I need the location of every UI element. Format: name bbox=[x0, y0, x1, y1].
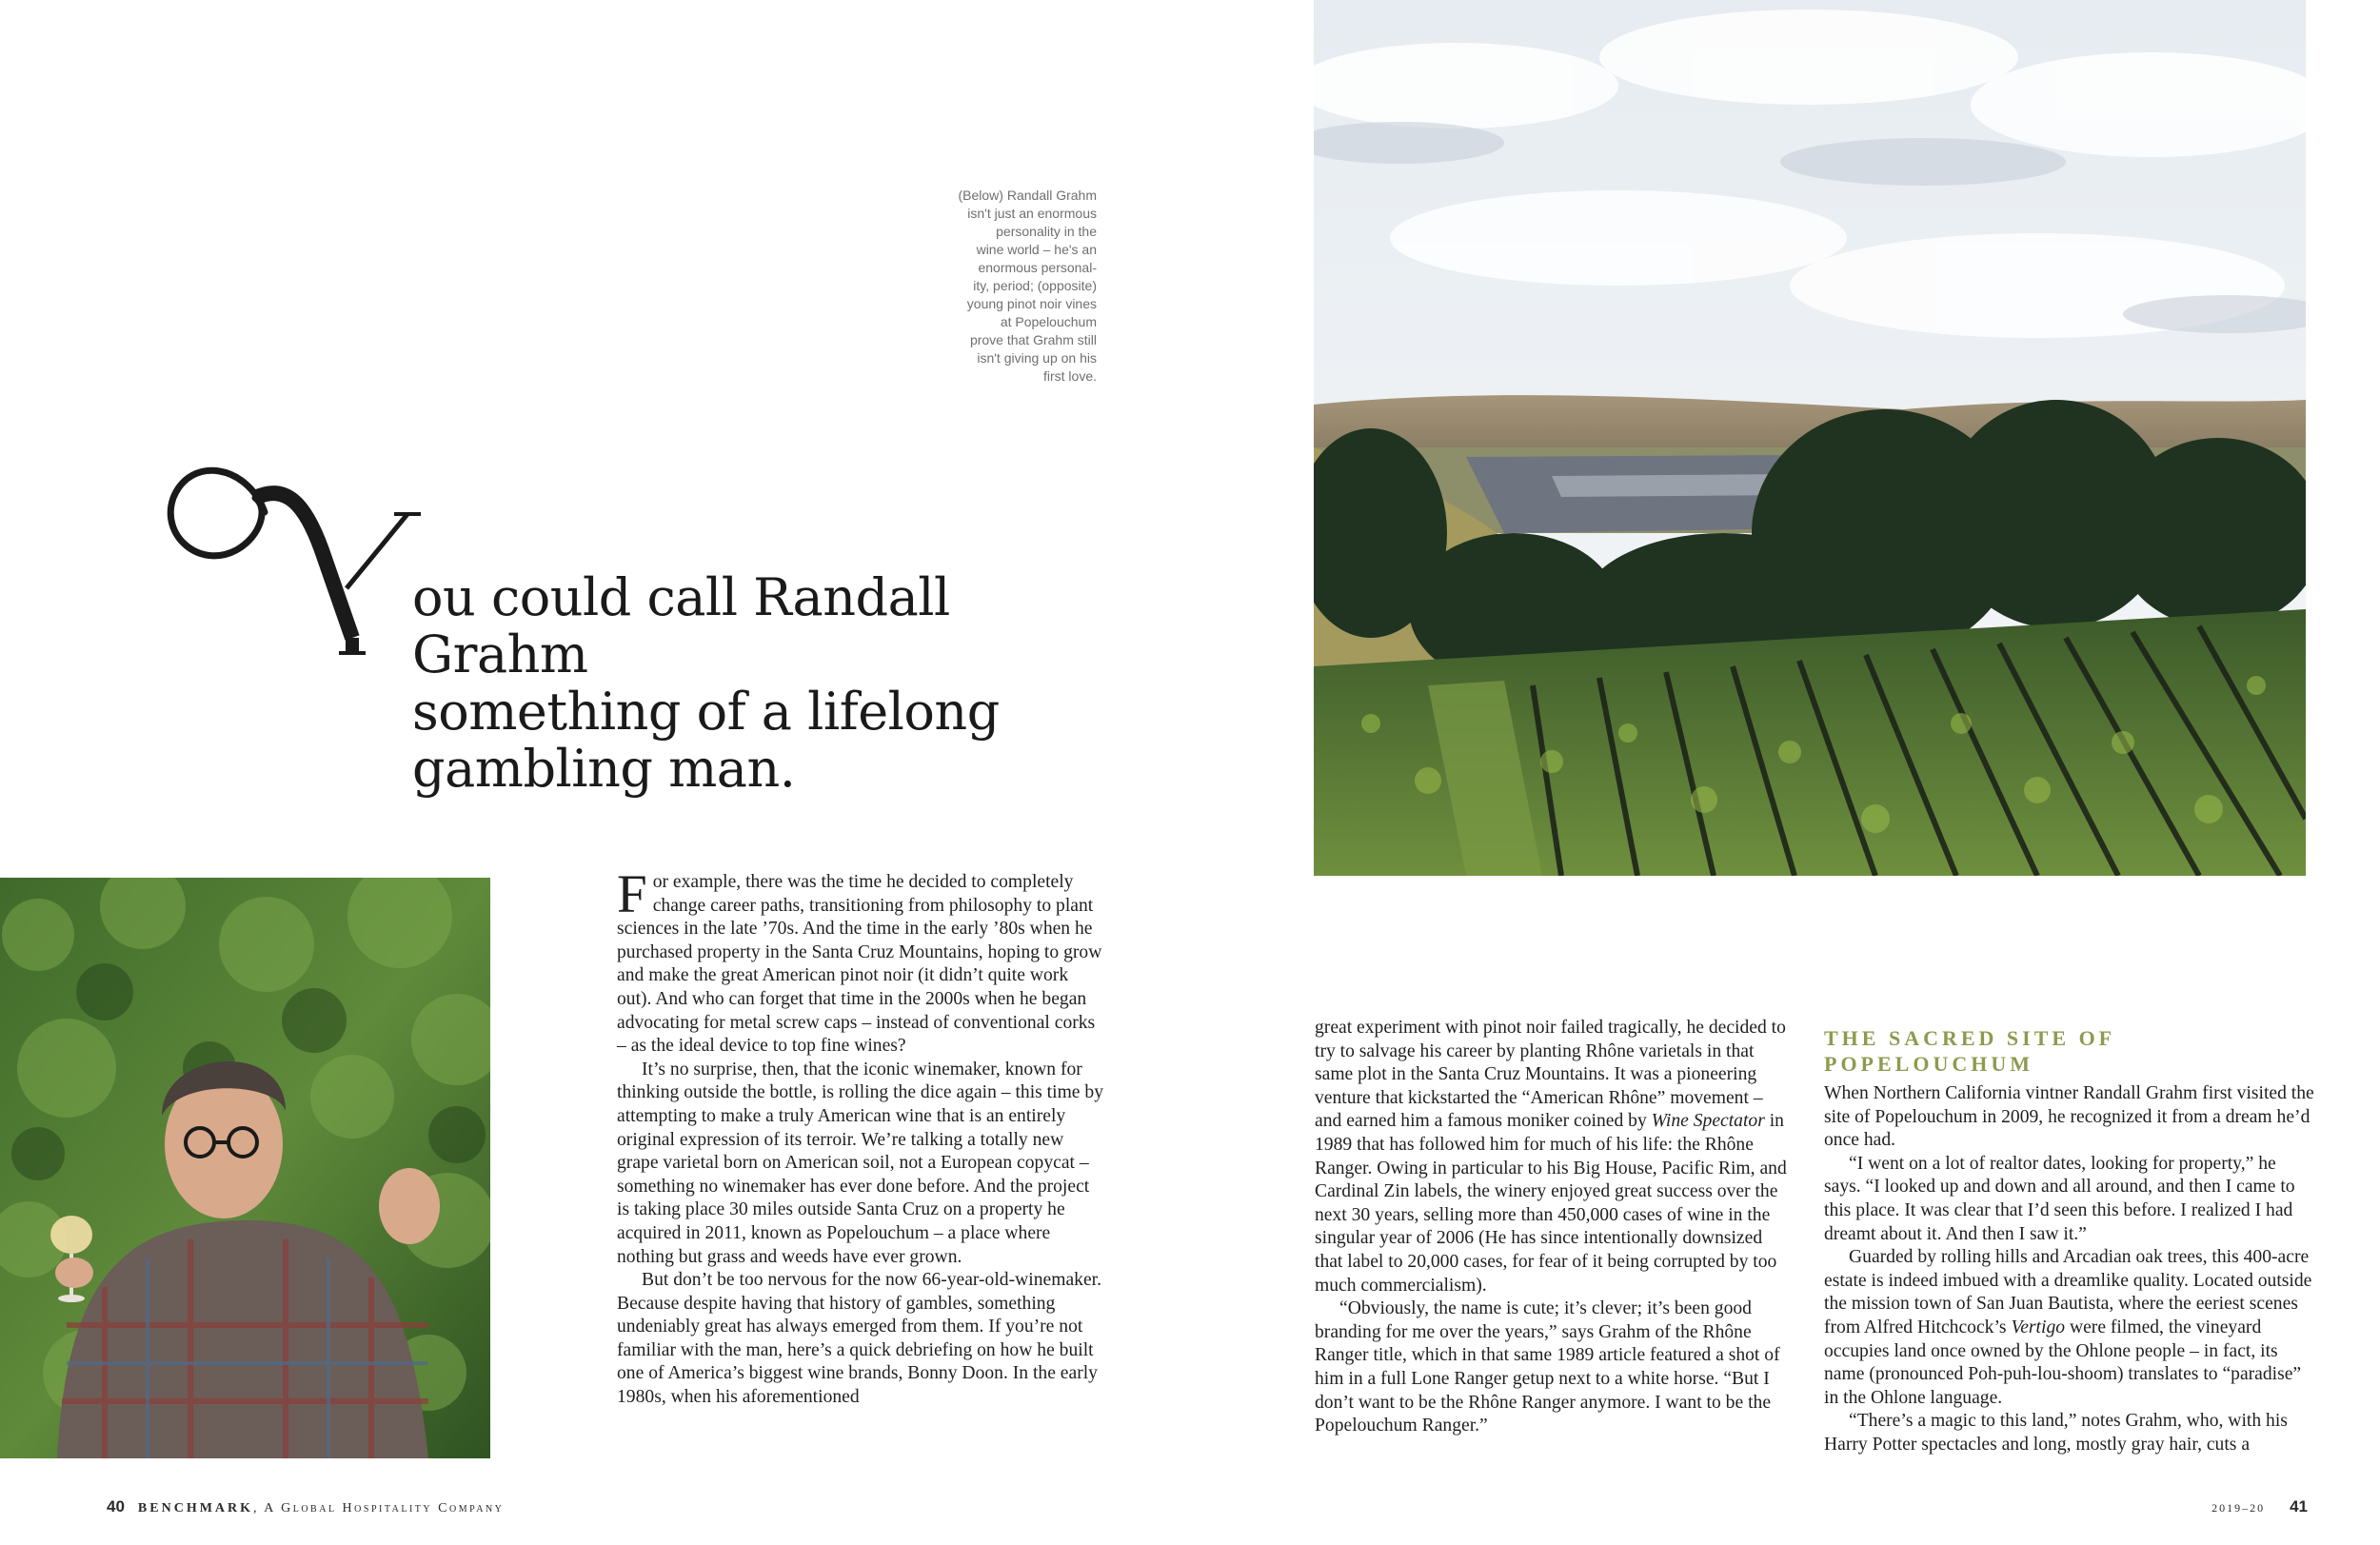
article-column-1 bbox=[617, 864, 1104, 1410]
headline-line: ou could call Randall Grahm bbox=[412, 567, 950, 684]
paragraph bbox=[617, 864, 1104, 1059]
paragraph bbox=[1824, 1246, 2314, 1410]
caption-line: at Popelouchum bbox=[1000, 314, 1097, 329]
photo-caption bbox=[914, 187, 1097, 386]
paragraph-text: were filmed, the vineyard occupies land once owned by the Ohlone people – in fact, its name (pronounced Poh-puh-lou-shoom) translates to “paradise” in the Ohlone language. bbox=[1824, 1317, 2302, 1408]
headline-text bbox=[412, 569, 1079, 798]
headline-line: gambling man. bbox=[412, 739, 796, 799]
caption-line: isn't just an enormous bbox=[967, 206, 1097, 221]
paragraph-text: in 1989 that has followed him for much of his life: the Rhône Ranger. Owing in particular to his Big House, Pacific Rim, and Cardinal Zin labels, the winery enjoyed great success over the next 30 years, selling more than 450,000 cases of wine in the singular year of 2006 (He has since intentionally downsized that label to 20,000 cases, for fear of it being corrupted by too much commercialism). bbox=[1315, 1111, 1787, 1296]
paragraph: It’s no surprise, then, that the iconic winemaker, known for thinking outside the bottle, is rolling the dice again – this time by attempting to make a truly American wine that is an entirely original expression of its terroir. We’re talking a totally new grape varietal born on American soil, not a European copycat – something no winemaker has ever done before. And the project is taking place 30 miles outside Santa Cruz on a property he acquired in 2011, known as Popelouchum – a place where nothing but grass and weeds have ever grown. bbox=[617, 1059, 1103, 1267]
issue-year: 2019–20 bbox=[2211, 1501, 2266, 1515]
article-column-3 bbox=[1824, 1025, 2314, 1457]
caption-line: prove that Grahm still bbox=[969, 332, 1097, 347]
paragraph-text: Guarded by rolling hills and Arcadian oak trees, this 400-acre estate is indeed imbued with a dreamlike quality. Located outside the mission town of San Juan Bautista, where the eeriest scenes from Alfred Hitchcock’s bbox=[1824, 1247, 2312, 1337]
paragraph: “There’s a magic to this land,” notes Grahm, who, with his Harry Potter spectacles and long, mostly gray hair, cuts a bbox=[1824, 1411, 2288, 1455]
paragraph: “I went on a lot of realtor dates, looking for property,” he says. “I looked up and down and all around, and then I came to this place. It was clear that I’d seen this before. I realized I had dreamt about it. And then I saw it.” bbox=[1824, 1153, 2295, 1244]
footer-right bbox=[2211, 1497, 2308, 1516]
page-number-right: 41 bbox=[2290, 1497, 2308, 1515]
paragraph: When Northern California vintner Randall Grahm first visited the site of Popelouchum in 2009, he recognized it from a dream he’d once had. bbox=[1824, 1083, 2314, 1151]
caption-line: personality in the bbox=[996, 224, 1097, 239]
section-heading: THE SACRED SITE OF POPELOUCHUM bbox=[1824, 1026, 2115, 1076]
film-title: Vertigo bbox=[2011, 1317, 2066, 1337]
headline-line: something of a lifelong bbox=[412, 682, 1000, 742]
article-dropcap: F bbox=[617, 864, 647, 924]
headline-block bbox=[162, 446, 1114, 799]
publication-name: Wine Spectator bbox=[1651, 1111, 1765, 1132]
caption-line: wine world – he's an bbox=[976, 242, 1097, 257]
paragraph: “Obviously, the name is cute; it’s clever; it’s been good branding for me over the years,” says Grahm of the Rhône Ranger title, which in that same 1989 article featured a shot of him in a full Lone Ranger getup next to a white horse. “But I don’t want to be the Rhône Ranger anymore. I want to be the Popelouchum Ranger.” bbox=[1315, 1298, 1780, 1436]
magazine-tagline: , A Global Hospitality Company bbox=[253, 1501, 505, 1515]
paragraph-text: or example, there was the time he decided to completely change career paths, transitioning from philosophy to plant sciences in the late ’70s. And the time in the early ’80s when he purchased property in the Santa Cruz Mountains, hoping to grow and make the great American pinot noir (it didn’t quite work out). And who can forget that time in the 2000s when he began advocating for metal screw caps – instead of conventional corks – as the ideal device to top fine wines? bbox=[617, 872, 1102, 1057]
vineyard-photo bbox=[1314, 0, 2306, 876]
page-number-left: 40 bbox=[107, 1497, 125, 1515]
paragraph: But don’t be too nervous for the now 66-year-old-winemaker. Because despite having that history of gambles, something undeniably great has always emerged from them. If you’re not familiar with the man, here’s a quick debriefing on how he built one of America’s biggest wine brands, Bonny Doon. In the early 1980s, when his aforementioned bbox=[617, 1270, 1101, 1408]
caption-line: (Below) Randall Grahm bbox=[958, 188, 1097, 203]
headline-dropcap-y bbox=[162, 446, 438, 655]
caption-line: enormous personal- bbox=[978, 260, 1097, 275]
caption-line: young pinot noir vines bbox=[966, 296, 1097, 311]
footer-left bbox=[107, 1497, 504, 1516]
magazine-brand: BENCHMARK bbox=[137, 1501, 254, 1515]
paragraph-text: great experiment with pinot noir failed tragically, he decided to try to salvage his career by planting Rhône varietals in that same plot in the Santa Cruz Mountains. It was a pioneering venture that kickstarted the “American Rhône” movement – and earned him a famous moniker coined by bbox=[1315, 1018, 1786, 1132]
paragraph bbox=[1315, 1017, 1791, 1297]
caption-line: first love. bbox=[1042, 368, 1097, 384]
article-column-2 bbox=[1315, 1017, 1791, 1438]
caption-line: ity, period; (opposite) bbox=[973, 278, 1097, 293]
grahm-photo bbox=[0, 878, 490, 1458]
caption-line: isn't giving up on his bbox=[977, 350, 1097, 366]
